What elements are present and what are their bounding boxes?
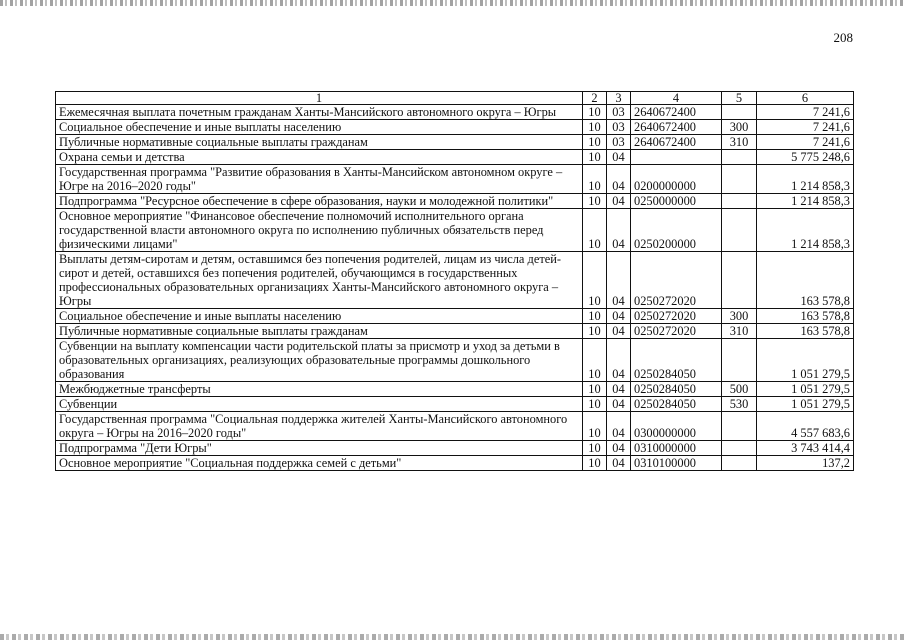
expense-type-cell: 300 [722,120,757,135]
section-code-cell: 10 [583,150,607,165]
target-article-cell: 2640672400 [631,105,722,120]
row-name-cell: Государственная программа "Социальная поддержка жителей Ханты-Мансийского автономного округа – Югры на 2016–2020 годы" [56,412,583,441]
row-name-cell: Подпрограмма "Дети Югры" [56,441,583,456]
budget-table [55,91,854,471]
section-code-cell: 10 [583,456,607,471]
section-code-cell: 10 [583,209,607,252]
section-code-cell: 10 [583,324,607,339]
target-article-cell: 0250284050 [631,339,722,382]
expense-type-cell: 500 [722,382,757,397]
amount-cell: 1 051 279,5 [757,397,854,412]
target-article-cell: 0250272020 [631,252,722,309]
expense-type-cell [722,456,757,471]
subsection-code-cell: 04 [607,150,631,165]
expense-type-cell: 300 [722,309,757,324]
expense-type-cell [722,441,757,456]
table-header-row [56,92,854,105]
subsection-code-cell: 03 [607,120,631,135]
target-article-cell: 0250272020 [631,324,722,339]
amount-cell: 7 241,6 [757,120,854,135]
row-name-cell: Субвенции на выплату компенсации части родительской платы за присмотр и уход за детьми в образовательных организациях, реализующих образовательные программы дошкольного образования [56,339,583,382]
expense-type-cell [722,412,757,441]
target-article-cell: 2640672400 [631,120,722,135]
table-row [56,194,854,209]
amount-cell: 163 578,8 [757,252,854,309]
section-code-cell: 10 [583,382,607,397]
table-row [56,165,854,194]
expense-type-cell [722,252,757,309]
row-name-cell: Ежемесячная выплата почетным гражданам Ханты-Мансийского автономного округа – Югры [56,105,583,120]
target-article-cell: 0250272020 [631,309,722,324]
column-header: 4 [631,92,722,105]
target-article-cell: 0250200000 [631,209,722,252]
subsection-code-cell: 04 [607,209,631,252]
amount-cell: 1 214 858,3 [757,194,854,209]
table-row [56,252,854,309]
amount-cell: 1 051 279,5 [757,382,854,397]
table-row [56,456,854,471]
table-row [56,309,854,324]
section-code-cell: 10 [583,194,607,209]
row-name-cell: Подпрограмма "Ресурсное обеспечение в сфере образования, науки и молодежной политики" [56,194,583,209]
expense-type-cell: 310 [722,324,757,339]
section-code-cell: 10 [583,165,607,194]
table-row [56,150,854,165]
amount-cell: 7 241,6 [757,135,854,150]
row-name-cell: Выплаты детям-сиротам и детям, оставшимся без попечения родителей, лицам из числа детей-сирот и детей, оставшихся без попечения родителей, обучающимся в государственных профессиональных образовательных организациях Ханты-Мансийского автономного округа – Югры [56,252,583,309]
subsection-code-cell: 03 [607,135,631,150]
section-code-cell: 10 [583,135,607,150]
row-name-cell: Публичные нормативные социальные выплаты гражданам [56,324,583,339]
section-code-cell: 10 [583,252,607,309]
scan-edge-bottom [0,634,905,640]
subsection-code-cell: 04 [607,165,631,194]
table-row [56,105,854,120]
amount-cell: 7 241,6 [757,105,854,120]
subsection-code-cell: 04 [607,441,631,456]
target-article-cell: 0200000000 [631,165,722,194]
subsection-code-cell: 04 [607,309,631,324]
target-article-cell: 0250000000 [631,194,722,209]
amount-cell: 1 051 279,5 [757,339,854,382]
row-name-cell: Социальное обеспечение и иные выплаты населению [56,120,583,135]
table-row [56,441,854,456]
amount-cell: 1 214 858,3 [757,165,854,194]
amount-cell: 1 214 858,3 [757,209,854,252]
section-code-cell: 10 [583,105,607,120]
column-header: 6 [757,92,854,105]
expense-type-cell [722,150,757,165]
table-row [56,324,854,339]
section-code-cell: 10 [583,339,607,382]
target-article-cell: 0310100000 [631,456,722,471]
subsection-code-cell: 04 [607,194,631,209]
target-article-cell: 2640672400 [631,135,722,150]
table-row [56,412,854,441]
column-header: 3 [607,92,631,105]
target-article-cell [631,150,722,165]
subsection-code-cell: 04 [607,324,631,339]
column-header: 2 [583,92,607,105]
expense-type-cell: 530 [722,397,757,412]
table-row [56,397,854,412]
expense-type-cell [722,339,757,382]
section-code-cell: 10 [583,120,607,135]
table-row [56,209,854,252]
table-row [56,382,854,397]
table-row [56,339,854,382]
target-article-cell: 0310000000 [631,441,722,456]
amount-cell: 5 775 248,6 [757,150,854,165]
row-name-cell: Субвенции [56,397,583,412]
subsection-code-cell: 04 [607,397,631,412]
table-body [56,105,854,471]
row-name-cell: Охрана семьи и детства [56,150,583,165]
scan-edge-top [0,0,905,6]
row-name-cell: Государственная программа "Развитие образования в Ханты-Мансийском автономном округе – Югре на 2016–2020 годы" [56,165,583,194]
row-name-cell: Межбюджетные трансферты [56,382,583,397]
table-row [56,135,854,150]
subsection-code-cell: 04 [607,456,631,471]
amount-cell: 137,2 [757,456,854,471]
subsection-code-cell: 04 [607,412,631,441]
section-code-cell: 10 [583,441,607,456]
subsection-code-cell: 04 [607,252,631,309]
expense-type-cell [722,194,757,209]
amount-cell: 163 578,8 [757,309,854,324]
row-name-cell: Социальное обеспечение и иные выплаты населению [56,309,583,324]
expense-type-cell [722,105,757,120]
subsection-code-cell: 04 [607,382,631,397]
subsection-code-cell: 03 [607,105,631,120]
column-header: 1 [56,92,583,105]
amount-cell: 3 743 414,4 [757,441,854,456]
section-code-cell: 10 [583,309,607,324]
subsection-code-cell: 04 [607,339,631,382]
expense-type-cell [722,209,757,252]
column-header: 5 [722,92,757,105]
target-article-cell: 0300000000 [631,412,722,441]
page-number: 208 [833,30,853,45]
row-name-cell: Основное мероприятие "Социальная поддержка семей с детьми" [56,456,583,471]
row-name-cell: Основное мероприятие "Финансовое обеспечение полномочий исполнительного органа государственной власти автономного округа по исполнению публичных обязательств перед физическими лицами" [56,209,583,252]
section-code-cell: 10 [583,412,607,441]
expense-type-cell: 310 [722,135,757,150]
amount-cell: 4 557 683,6 [757,412,854,441]
section-code-cell: 10 [583,397,607,412]
amount-cell: 163 578,8 [757,324,854,339]
target-article-cell: 0250284050 [631,397,722,412]
row-name-cell: Публичные нормативные социальные выплаты гражданам [56,135,583,150]
expense-type-cell [722,165,757,194]
table-row [56,120,854,135]
target-article-cell: 0250284050 [631,382,722,397]
